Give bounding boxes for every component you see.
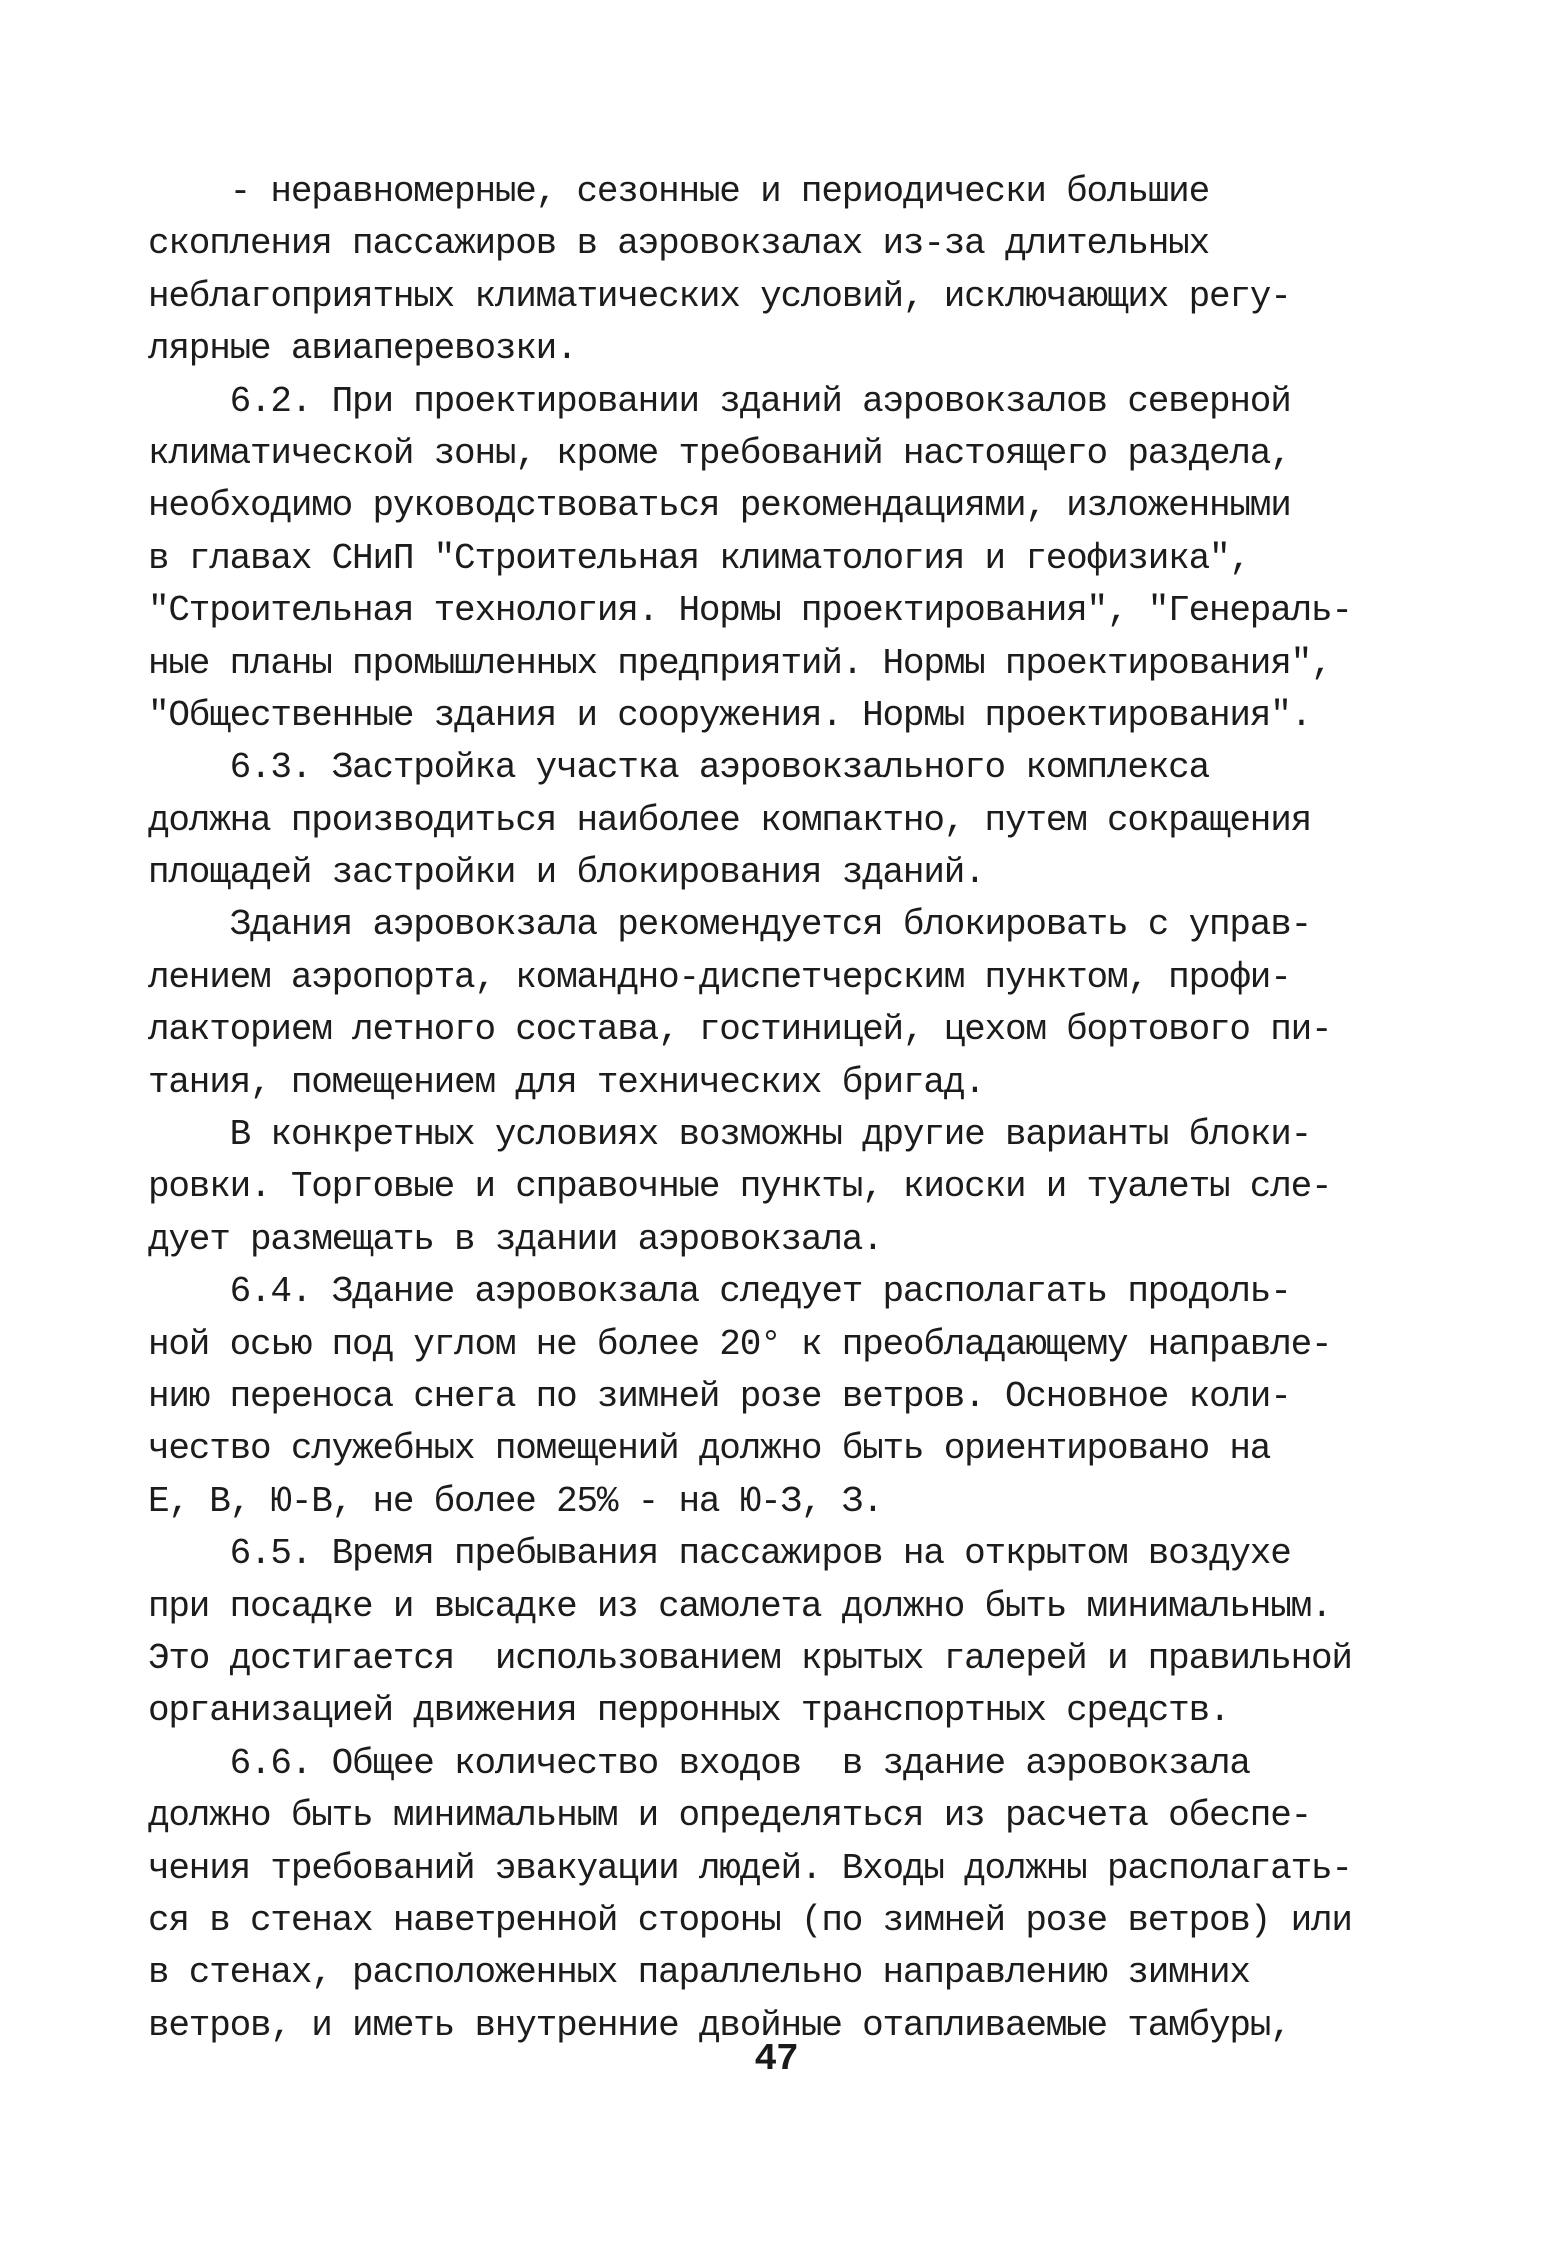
text-line: неблагоприятных климатических условий, исключающих регу- — [148, 275, 1291, 317]
text-line: - неравномерные, сезонные и периодически большие — [148, 171, 1209, 212]
text-line: В конкретных условиях возможны другие варианты блоки- — [148, 1114, 1312, 1156]
page-number: 47 — [754, 2038, 798, 2081]
text-line: Здания аэровокзала рекомендуется блокировать с управ- — [148, 904, 1312, 946]
text-line: "Общественные здания и сооружения. Нормы проектирования". — [148, 694, 1312, 736]
text-line: ной осью под углом не более 20° к преобладающему направле- — [148, 1323, 1332, 1365]
text-line: нию переноса снега по зимней розе ветров. Основное коли- — [148, 1375, 1291, 1417]
text-line: в главах СНиП "Строительная климатология и геофизика", — [148, 537, 1250, 579]
text-line: дует размещать в здании аэровокзала. — [148, 1218, 883, 1260]
text-line: при посадке и высадке из самолета должно быть минимальным. — [148, 1585, 1332, 1627]
text-line: 6.3. Застройка участка аэровокзального комплекса — [148, 747, 1209, 789]
text-line: площадей застройки и блокирования зданий. — [148, 852, 985, 894]
text-line: должна производиться наиболее компактно, путем сокращения — [148, 799, 1312, 841]
text-line: необходимо руководствоваться рекомендациями, изложенными — [148, 485, 1291, 527]
body-text — [148, 166, 1408, 2052]
text-line: чения требований эвакуации людей. Входы должны располагать- — [148, 1847, 1352, 1889]
text-line: должно быть минимальным и определяться из расчета обеспе- — [148, 1795, 1312, 1837]
text-line: климатической зоны, кроме требований настоящего раздела, — [148, 432, 1291, 474]
text-line: лакторием летного состава, гостиницей, цехом бортового пи- — [148, 1009, 1332, 1051]
text-line: Е, В, Ю-В, не более 25% - на Ю-З, З. — [148, 1480, 883, 1522]
text-line: ровки. Торговые и справочные пункты, киоски и туалеты сле- — [148, 1166, 1332, 1208]
text-line: организацией движения перронных транспортных средств. — [148, 1690, 1230, 1732]
text-line: тания, помещением для технических бригад. — [148, 1061, 985, 1103]
text-line: 6.6. Общее количество входов в здание аэровокзала — [148, 1742, 1250, 1784]
text-line: ветров, и иметь внутренние двойные отапливаемые тамбуры, — [148, 2004, 1291, 2046]
text-line: в стенах, расположенных параллельно направлению зимних — [148, 1952, 1250, 1994]
text-line: "Строительная технология. Нормы проектирования", "Генераль- — [148, 590, 1352, 632]
text-line: лярные авиаперевозки. — [148, 328, 577, 370]
text-line: скопления пассажиров в аэровокзалах из-за длительных — [148, 223, 1209, 265]
text-line: Это достигается использованием крытых галерей и правильной — [148, 1637, 1352, 1679]
text-line: лением аэропорта, командно-диспетчерским пунктом, профи- — [148, 956, 1291, 998]
text-line: 6.5. Время пребывания пассажиров на открытом воздухе — [148, 1533, 1291, 1575]
text-line: 6.4. Здание аэровокзала следует располагать продоль- — [148, 1271, 1291, 1313]
text-line: ные планы промышленных предприятий. Нормы проектирования", — [148, 642, 1332, 684]
text-line: ся в стенах наветренной стороны (по зимней розе ветров) или — [148, 1899, 1352, 1941]
text-line: 6.2. При проектировании зданий аэровокзалов северной — [148, 380, 1291, 422]
text-line: чество служебных помещений должно быть ориентировано на — [148, 1428, 1271, 1470]
